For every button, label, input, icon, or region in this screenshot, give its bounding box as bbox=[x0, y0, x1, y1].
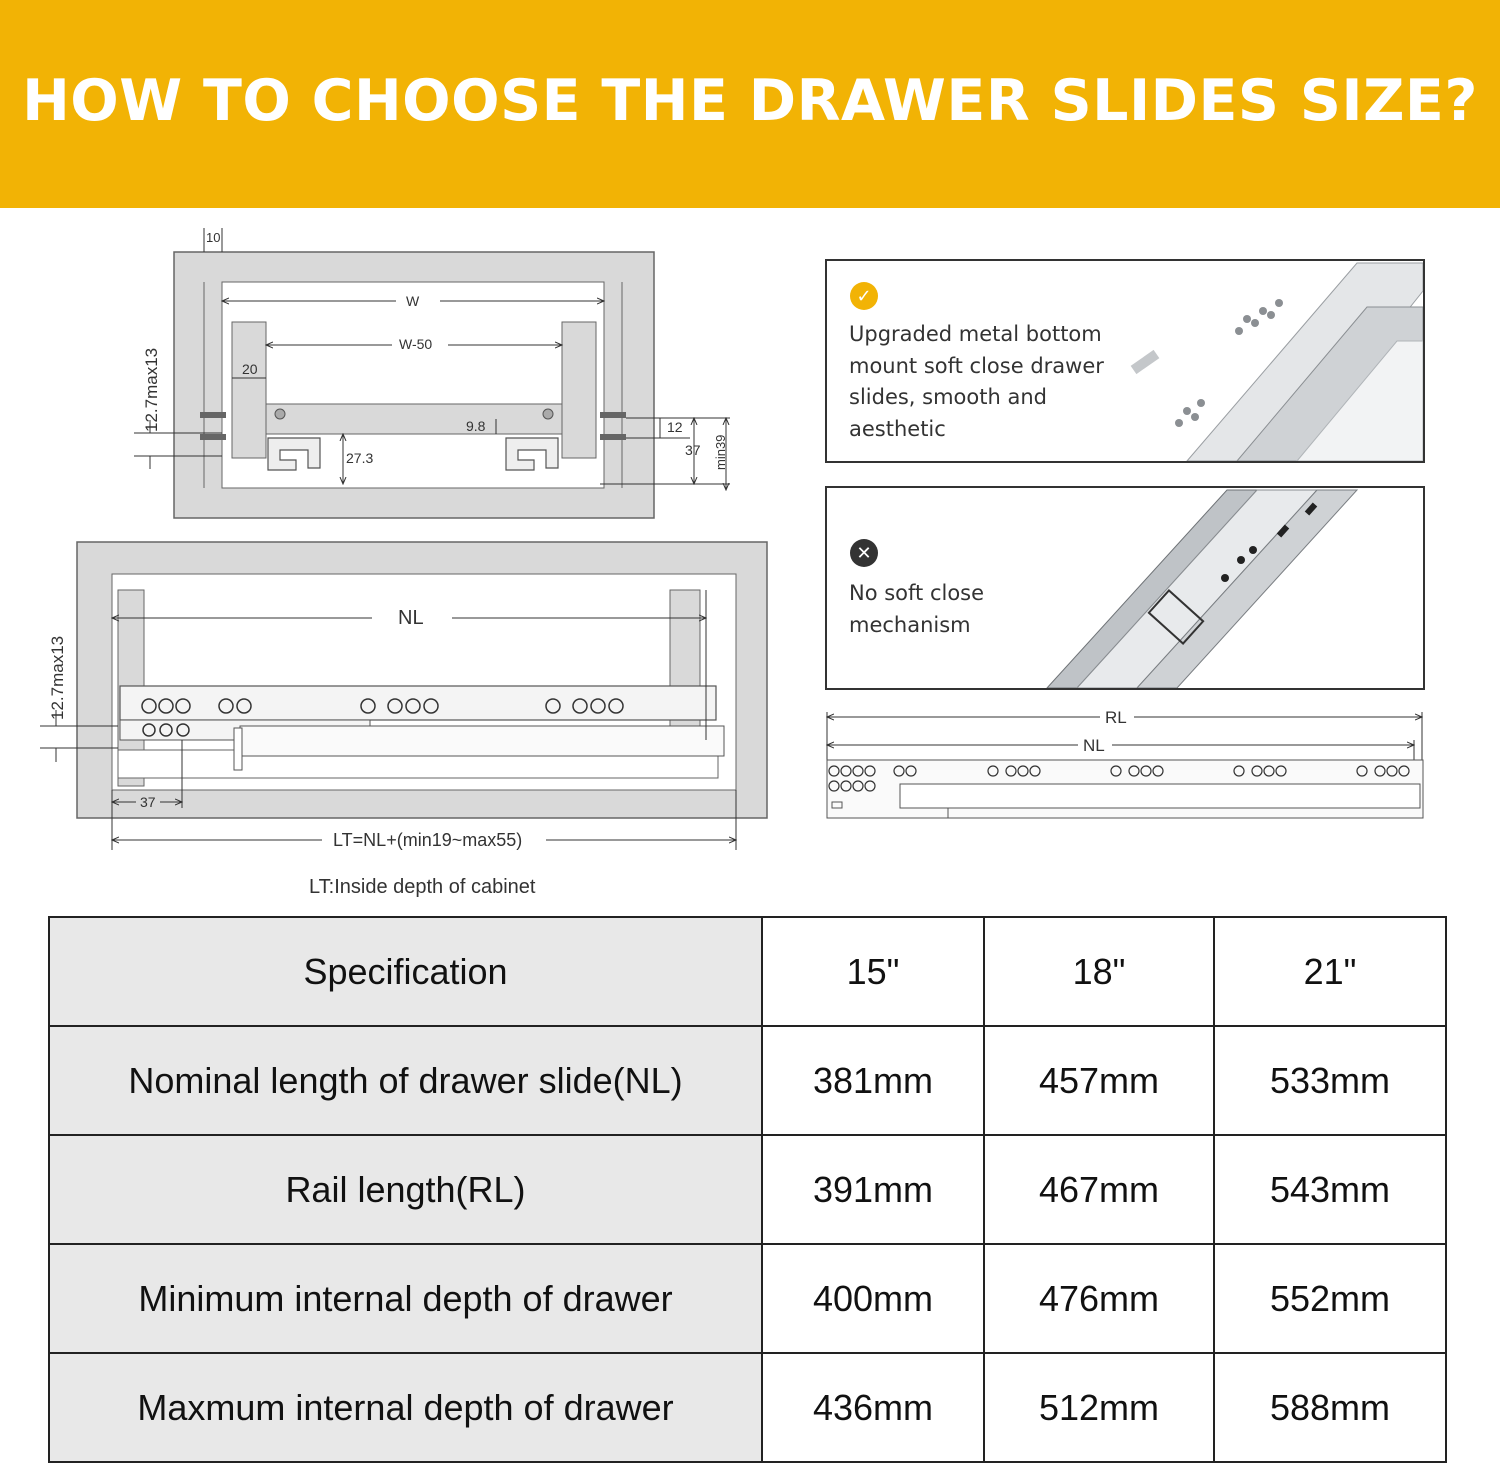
feature-good-line-4: aesthetic bbox=[849, 416, 946, 441]
table-header-row bbox=[49, 917, 1446, 1026]
side-dim-height-range: 12.7max13 bbox=[48, 635, 67, 720]
table-header-cell: Specification bbox=[49, 917, 762, 1026]
row-label: Rail length(RL) bbox=[49, 1135, 762, 1244]
feature-bad-line-1: No soft close bbox=[849, 581, 985, 605]
row-value: 400mm bbox=[762, 1244, 984, 1353]
row-value: 457mm bbox=[984, 1026, 1214, 1135]
rail-nl-label: NL bbox=[1083, 736, 1105, 755]
row-value: 467mm bbox=[984, 1135, 1214, 1244]
row-label: Maxmum internal depth of drawer bbox=[49, 1353, 762, 1462]
front-dim-gap: 9.8 bbox=[466, 418, 486, 434]
front-dim-offset: 12 bbox=[667, 419, 683, 435]
table-row bbox=[49, 1244, 1446, 1353]
feature-bad-line-2: mechanism bbox=[849, 612, 971, 637]
page-title: HOW TO CHOOSE THE DRAWER SLIDES SIZE? bbox=[22, 68, 1478, 134]
depth-note: LT:Inside depth of cabinet bbox=[309, 876, 536, 898]
side-dim-setback: 37 bbox=[140, 794, 156, 810]
feature-good-line-1: Upgraded metal bottom bbox=[849, 322, 1102, 346]
feature-no-soft-close bbox=[825, 486, 1425, 690]
header-banner bbox=[0, 0, 1500, 208]
row-value: 391mm bbox=[762, 1135, 984, 1244]
rail-length-diagram bbox=[820, 700, 1430, 825]
row-value: 512mm bbox=[984, 1353, 1214, 1462]
front-view-diagram bbox=[0, 215, 760, 525]
row-label: Minimum internal depth of drawer bbox=[49, 1244, 762, 1353]
table-row bbox=[49, 1026, 1446, 1135]
front-dim-inner-width: W-50 bbox=[399, 336, 433, 352]
front-dim-slide-height: 27.3 bbox=[346, 450, 374, 466]
table-header-cell: 15" bbox=[762, 917, 984, 1026]
front-dim-total: 37 bbox=[685, 442, 701, 458]
table-row bbox=[49, 1135, 1446, 1244]
front-dim-side-gap: 10 bbox=[206, 230, 221, 245]
row-value: 552mm bbox=[1214, 1244, 1446, 1353]
feature-good-line-3: slides, smooth and bbox=[849, 385, 1047, 409]
cross-icon: ✕ bbox=[850, 539, 878, 567]
table-header-cell: 21" bbox=[1214, 917, 1446, 1026]
row-value: 588mm bbox=[1214, 1353, 1446, 1462]
front-dim-width: W bbox=[406, 293, 420, 309]
front-dim-height-range: 12.7max13 bbox=[142, 347, 161, 432]
row-value: 436mm bbox=[762, 1353, 984, 1462]
side-view-diagram bbox=[0, 530, 790, 910]
depth-formula: LT=NL+(min19~max55) bbox=[333, 830, 523, 850]
row-value: 533mm bbox=[1214, 1026, 1446, 1135]
feature-soft-close bbox=[825, 259, 1425, 463]
rail-rl-label: RL bbox=[1105, 708, 1127, 727]
row-value: 381mm bbox=[762, 1026, 984, 1135]
table-header-cell: 18" bbox=[984, 917, 1214, 1026]
row-value: 476mm bbox=[984, 1244, 1214, 1353]
front-dim-min-height: min39 bbox=[713, 434, 728, 470]
check-icon: ✓ bbox=[850, 282, 878, 310]
feature-good-line-2: mount soft close drawer bbox=[849, 353, 1104, 378]
row-value: 543mm bbox=[1214, 1135, 1446, 1244]
front-dim-side-thickness: 20 bbox=[242, 361, 258, 377]
spec-table bbox=[48, 916, 1447, 1463]
row-label: Nominal length of drawer slide(NL) bbox=[49, 1026, 762, 1135]
table-row bbox=[49, 1353, 1446, 1462]
side-dim-nominal: NL bbox=[398, 607, 424, 629]
